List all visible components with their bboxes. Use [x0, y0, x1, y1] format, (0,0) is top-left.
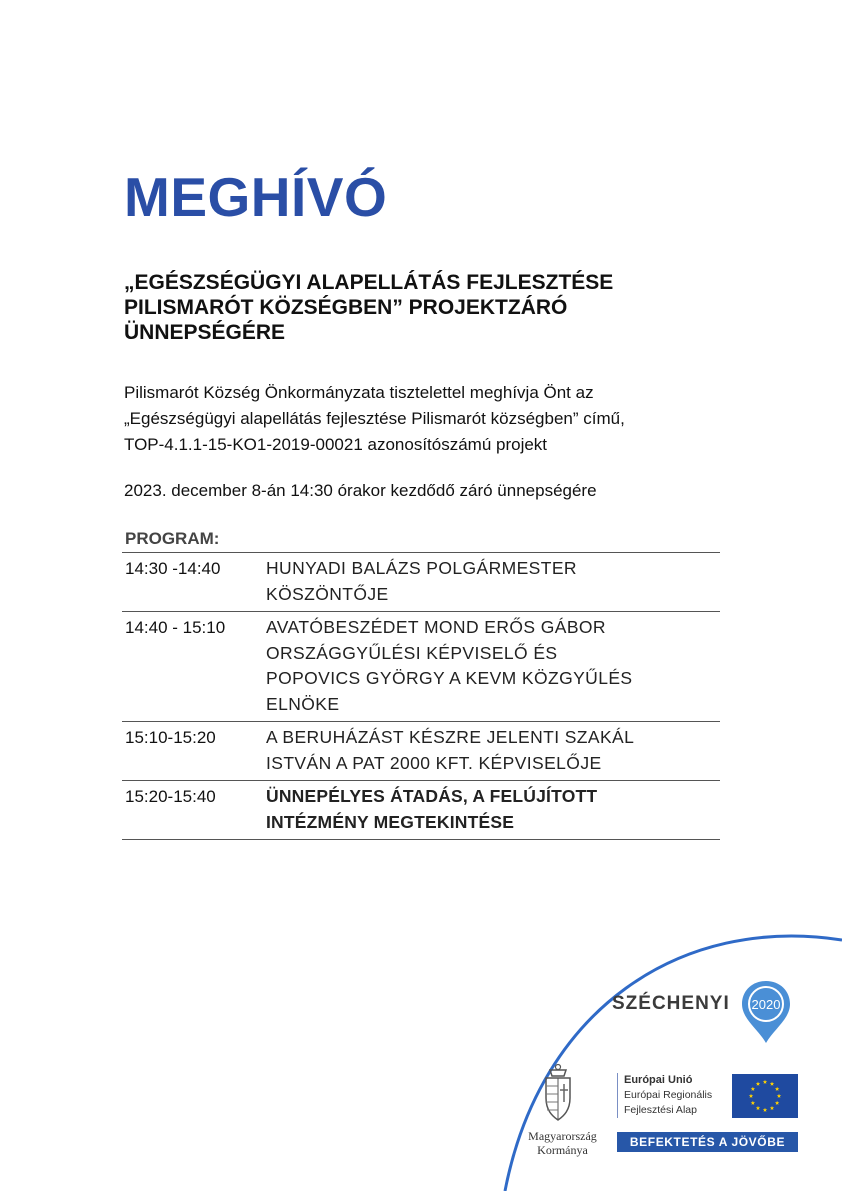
subtitle-line: PILISMARÓT KÖZSÉGBEN” PROJEKTZÁRÓ: [124, 296, 568, 319]
program-description-line: HUNYADI BALÁZS POLGÁRMESTER: [266, 558, 577, 578]
program-description-line: ÜNNEPÉLYES ÁTADÁS, A FELÚJÍTOTT: [266, 786, 598, 806]
program-label: PROGRAM:: [122, 528, 720, 553]
invest-future-banner: BEFEKTETÉS A JÖVŐBE: [617, 1132, 798, 1152]
program-description-line: AVATÓBESZÉDET MOND ERŐS GÁBOR: [266, 617, 606, 637]
program-description-line: INTÉZMÉNY MEGTEKINTÉSE: [266, 811, 515, 832]
program-description: [266, 725, 634, 776]
page-title: MEGHÍVÓ: [124, 166, 388, 228]
event-subtitle: [124, 270, 724, 345]
eu-text-line: Európai Regionális: [624, 1089, 713, 1101]
subtitle-line: ÜNNEPSÉGÉRE: [124, 321, 286, 344]
program-time: 14:40 - 15:10: [125, 618, 226, 637]
program-description-line: A BERUHÁZÁST KÉSZRE JELENTI SZAKÁL: [266, 727, 635, 747]
event-date: 2023. december 8-án 14:30 órakor kezdődő záró ünnepségére: [124, 481, 597, 500]
program-description: [266, 556, 577, 607]
intro-line: Pilismarót Község Önkormányzata tisztelettel meghívja Önt az: [124, 383, 594, 402]
subtitle-line: „EGÉSZSÉGÜGYI ALAPELLÁTÁS FEJLESZTÉSE: [124, 271, 614, 294]
program-time: 15:20-15:40: [125, 787, 216, 806]
program-table: [122, 528, 720, 840]
eu-text-line: Európai Unió: [624, 1074, 693, 1086]
program-row: [122, 781, 720, 840]
program-description-line: KÖSZÖNTŐJE: [266, 583, 389, 604]
szechenyi-year: 2020: [751, 997, 781, 1012]
program-description: [266, 784, 597, 835]
eu-fund-label: [617, 1073, 712, 1118]
program-description-line: ELNÖKE: [266, 693, 340, 714]
program-description-line: POPOVICS GYÖRGY A KEVM KÖZGYŰLÉS: [266, 668, 633, 688]
program-description-line: ORSZÁGGYŰLÉSI KÉPVISELŐ ÉS: [266, 642, 558, 663]
intro-line: TOP-4.1.1-15-KO1-2019-00021 azonosítószámú projekt: [124, 435, 548, 454]
gov-name-line: Kormánya: [537, 1143, 588, 1157]
program-row: [122, 553, 720, 612]
szechenyi-pin-icon: [736, 977, 796, 1047]
gov-name-line: Magyarország: [528, 1129, 597, 1143]
eu-flag-icon: [732, 1074, 798, 1118]
program-description: [266, 615, 632, 717]
intro-paragraph: [124, 380, 718, 458]
program-row: [122, 722, 720, 781]
intro-line: „Egészségügyi alapellátás fejlesztése Pilismarót községben” című,: [124, 409, 625, 428]
szechenyi-logo-text: SZÉCHENYI: [612, 993, 730, 1014]
hungarian-coat-of-arms-icon: [538, 1062, 578, 1126]
program-description-line: ISTVÁN A PAT 2000 KFT. KÉPVISELŐJE: [266, 752, 602, 773]
program-time: 14:30 -14:40: [125, 559, 221, 578]
eu-text-line: Fejlesztési Alap: [624, 1104, 697, 1116]
hungarian-government-label: [505, 1129, 620, 1157]
program-time: 15:10-15:20: [125, 728, 216, 747]
program-row: [122, 612, 720, 722]
